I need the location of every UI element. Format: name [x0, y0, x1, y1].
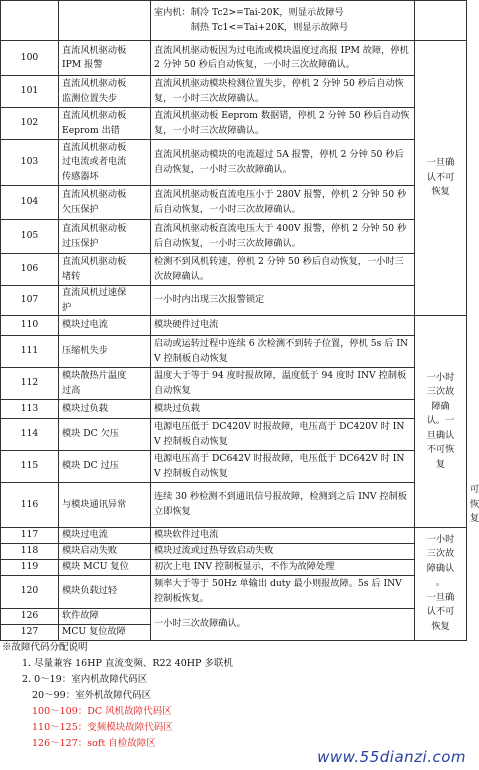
- fault-name: 压缩机失步: [59, 336, 151, 368]
- table-row: [1, 41, 467, 76]
- table-row: [1, 608, 467, 624]
- fault-code: 105: [1, 220, 59, 254]
- fault-description: 室内机：制冷 Tc2>=Tai-20K，则显示故障号 制热 Tc1<=Tai+20K，则显示故障号: [151, 1, 415, 41]
- fault-code: 112: [1, 368, 59, 400]
- fault-description: 电源电压高于 DC642V 时报故障，电压低于 DC642V 时 INV 控制板自动恢复: [151, 451, 415, 483]
- table-row: [1, 140, 467, 186]
- fault-description: 检测不到风机转速，停机 2 分钟 50 秒后自动恢复，一小时三次故障确认。: [151, 254, 415, 286]
- fault-code: 117: [1, 527, 59, 543]
- table-row: [1, 336, 467, 368]
- table-row: [1, 316, 467, 336]
- fault-name: 直流风机驱动板 过压保护: [59, 220, 151, 254]
- fault-name: 模块 DC 过压: [59, 451, 151, 483]
- fault-name: 模块过负载: [59, 400, 151, 419]
- recovery-policy: 一旦确 认不可 恢复: [415, 41, 467, 316]
- table-row: [1, 400, 467, 419]
- fault-name: 直流风机过速保 护: [59, 286, 151, 316]
- fault-description: 温度大于等于 94 度时报故障，温度低于 94 度时 INV 控制板自动恢复: [151, 368, 415, 400]
- fault-name: 与模块通讯异常: [59, 483, 151, 528]
- note-1: 1. 尽量兼容 16HP 直流变频、R22 40HP 多联机: [22, 658, 233, 669]
- fault-code: 104: [1, 186, 59, 220]
- recovery-policy: 一小时 三次故 障确认 。 一旦确 认不可 恢复: [415, 527, 467, 640]
- note-3: 20～99：室外机故障代码区: [32, 690, 152, 701]
- fault-description: 初次上电 INV 控制板显示，不作为故障处理: [151, 559, 415, 575]
- fault-code: 118: [1, 543, 59, 559]
- table-row: [1, 76, 467, 108]
- fault-code: 106: [1, 254, 59, 286]
- fault-name: 模块过电流: [59, 316, 151, 336]
- fault-code: 107: [1, 286, 59, 316]
- table-row: [1, 451, 467, 483]
- table-row: [1, 543, 467, 559]
- fault-description: 一小时内出现三次报警锁定: [151, 286, 415, 316]
- fault-code: 116: [1, 483, 59, 528]
- fault-description: 电源电压低于 DC420V 时报故障，电压高于 DC420V 时 INV 控制板自动恢复: [151, 419, 415, 451]
- fault-name: 直流风机驱动板 欠压保护: [59, 186, 151, 220]
- fault-code: 111: [1, 336, 59, 368]
- fault-code: 113: [1, 400, 59, 419]
- note-2: 2. 0～19：室内机故障代码区: [22, 674, 148, 685]
- notes-section: [2, 640, 470, 752]
- note-4: 100～109：DC 风机故障代码区: [32, 706, 172, 717]
- fault-description: 直流风机驱动板因为过电流或模块温度过高报 IPM 故障，停机 2 分钟 50 秒后自动恢复，一小时三次故障确认。: [151, 41, 415, 76]
- note-5: 110～125：变频模块故障代码区: [32, 722, 173, 733]
- table-row: [1, 286, 467, 316]
- fault-description: 频率大于等于 50Hz 单输出 duty 最小则报故障。5s 后 INV 控制板恢复。: [151, 575, 415, 608]
- fault-description: 模块硬件过电流: [151, 316, 415, 336]
- table-row: [1, 220, 467, 254]
- recovery-policy: 一小时 三次故 障确 认。一 旦确认 不可恢 复: [415, 316, 467, 528]
- fault-description: 一小时三次故障确认。: [151, 608, 415, 640]
- fault-name: 直流风机驱动板 监测位置失步: [59, 76, 151, 108]
- fault-code: 126: [1, 608, 59, 624]
- table-row: [1, 419, 467, 451]
- table-row: [1, 186, 467, 220]
- fault-description: 直流风机驱动模块的电流超过 5A 报警，停机 2 分钟 50 秒后自动恢复，一小时三次故障确认。: [151, 140, 415, 186]
- fault-description: 启动或运转过程中连续 6 次检测不到转子位置，停机 5s 后 INV 控制板自动恢复: [151, 336, 415, 368]
- fault-code: 114: [1, 419, 59, 451]
- watermark: www.55dianzi.com: [317, 748, 466, 766]
- table-row: [1, 1, 467, 41]
- fault-code: 101: [1, 76, 59, 108]
- fault-name: 模块负载过轻: [59, 575, 151, 608]
- fault-code: 100: [1, 41, 59, 76]
- fault-name: 模块过电流: [59, 527, 151, 543]
- fault-code: [1, 1, 59, 41]
- fault-name: 模块 MCU 复位: [59, 559, 151, 575]
- fault-description: 直流风机驱动板直流电压小于 280V 报警，停机 2 分钟 50 秒后自动恢复，一小时三次故障确认。: [151, 186, 415, 220]
- fault-code: 120: [1, 575, 59, 608]
- fault-description: 模块过负载: [151, 400, 415, 419]
- table-row: [1, 254, 467, 286]
- fault-description: 直流风机驱动板直流电压大于 400V 报警，停机 2 分钟 50 秒后自动恢复，一小时三次故障确认。: [151, 220, 415, 254]
- table-row: [1, 108, 467, 140]
- fault-code: 115: [1, 451, 59, 483]
- fault-name: 软件故障: [59, 608, 151, 624]
- table-row: [1, 368, 467, 400]
- notes-title: ※故障代码分配说明: [2, 642, 88, 653]
- recovery-policy: [415, 1, 467, 41]
- fault-description: 模块过流或过热导致启动失败: [151, 543, 415, 559]
- note-6: 126～127：soft 自检故障区: [32, 738, 156, 749]
- table-row: [1, 559, 467, 575]
- fault-name: 直流风机驱动板 过电流或者电流 传感器坏: [59, 140, 151, 186]
- fault-name: 模块散热片温度 过高: [59, 368, 151, 400]
- table-row: [1, 527, 467, 543]
- fault-code: 102: [1, 108, 59, 140]
- fault-description: 直流风机驱动模块检测位置失步，停机 2 分钟 50 秒后自动恢复，一小时三次故障确认。: [151, 76, 415, 108]
- fault-code: 127: [1, 624, 59, 640]
- fault-name: MCU 复位故障: [59, 624, 151, 640]
- fault-description: 模块软件过电流: [151, 527, 415, 543]
- fault-name: 直流风机驱动板 堵转: [59, 254, 151, 286]
- fault-description: 直流风机驱动板 Eeprom 数据错，停机 2 分钟 50 秒后自动恢复，一小时三次故障确认。: [151, 108, 415, 140]
- fault-name: 模块 DC 欠压: [59, 419, 151, 451]
- fault-code: 119: [1, 559, 59, 575]
- fault-name: [59, 1, 151, 41]
- table-row: 116 与模块通讯异常 连续 30 秒检测不到通讯信号报故障，检测到之后 INV 控制板立即恢复 可恢复: [1, 483, 467, 528]
- fault-name: 直流风机驱动板 IPM 报警: [59, 41, 151, 76]
- fault-name: 模块启动失败: [59, 543, 151, 559]
- table-row: [1, 575, 467, 608]
- fault-code: 103: [1, 140, 59, 186]
- fault-name: 直流风机驱动板 Eeprom 出错: [59, 108, 151, 140]
- fault-description: 连续 30 秒检测不到通讯信号报故障，检测到之后 INV 控制板立即恢复: [151, 483, 415, 528]
- fault-code: 110: [1, 316, 59, 336]
